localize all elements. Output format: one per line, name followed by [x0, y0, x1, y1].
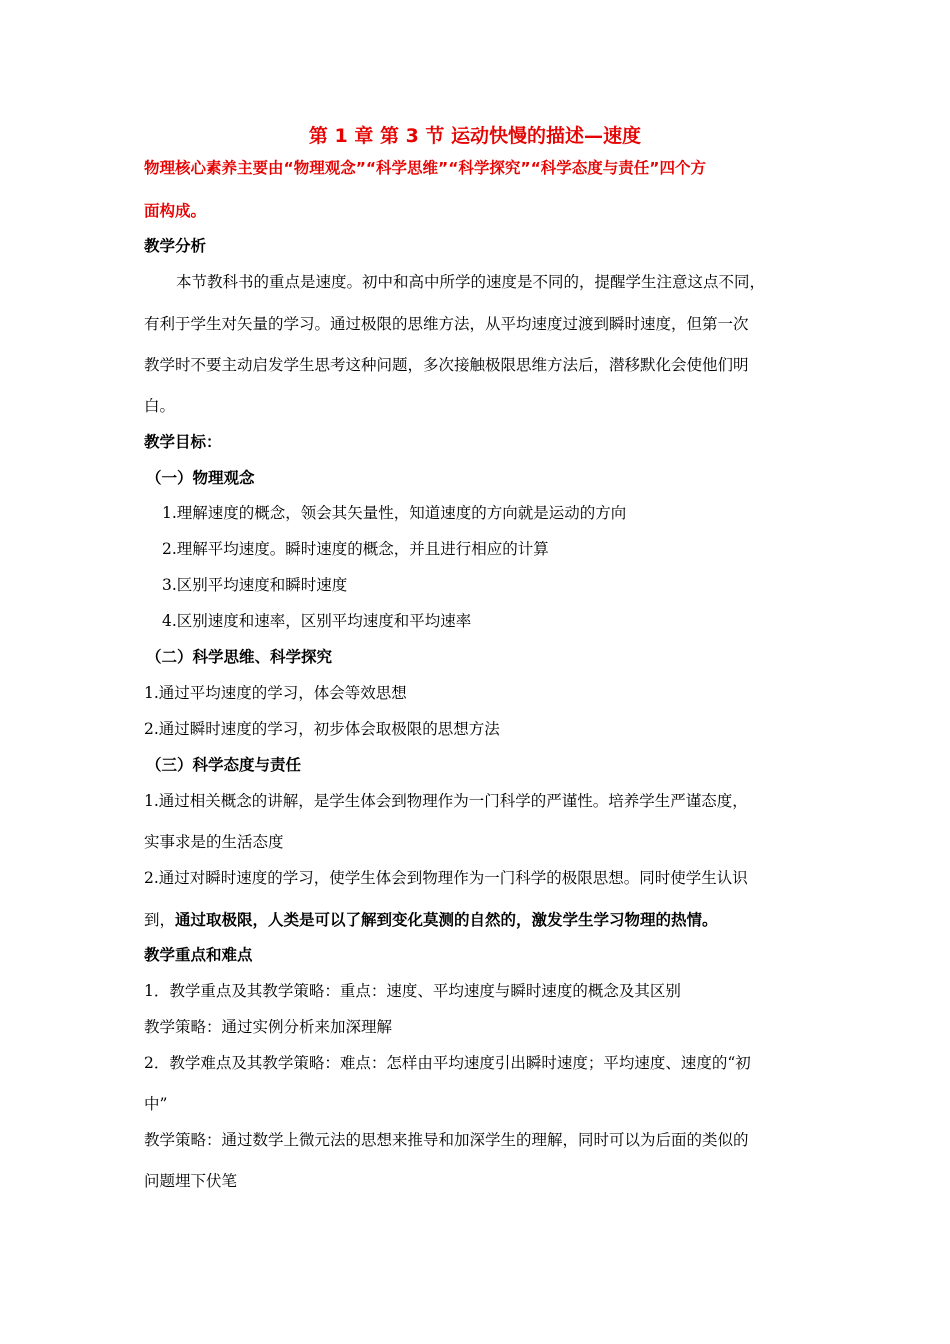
subheading-attitude-responsibility: （三）科学态度与责任 [146, 756, 302, 774]
subheading-physics-concepts: （一）物理观念 [146, 469, 255, 487]
keypoint-2-line-1: 2．教学难点及其教学策略：难点：怎样由平均速度引出瞬时速度；平均速度、速度的“初 [144, 1054, 751, 1072]
goal-2-2: 2.通过瞬时速度的学习，初步体会取极限的思想方法 [144, 720, 500, 738]
subheading-scientific-thinking: （二）科学思维、科学探究 [146, 648, 333, 666]
analysis-line-2: 有利于学生对矢量的学习。通过极限的思维方法，从平均速度过渡到瞬时速度，但第一次 [144, 315, 749, 333]
intro-line-1: 物理核心素养主要由“物理观念”“科学思维”“科学探究”“科学态度与责任”四个方 [144, 159, 706, 177]
keypoint-2-line-2: 中” [144, 1095, 168, 1113]
goal-1-3: 3.区别平均速度和瞬时速度 [162, 576, 348, 594]
intro-line-2: 面构成。 [144, 202, 207, 220]
keypoint-2-strategy-line-2: 问题埋下伏笔 [144, 1172, 238, 1190]
goal-1-4: 4.区别速度和速率，区别平均速度和平均速率 [162, 612, 472, 630]
goal-3-2-bold-text: 通过取极限，人类是可以了解到变化莫测的自然的，激发学生学习物理的热情。 [175, 911, 718, 929]
page-title: 第 1 章 第 3 节 运动快慢的描述—速度 [308, 125, 642, 147]
goal-3-2-plain-text: 到， [144, 911, 176, 929]
keypoint-2-strategy-line-1: 教学策略：通过数学上微元法的思想来推导和加深学生的理解，同时可以为后面的类似的 [144, 1131, 749, 1149]
goal-3-2-line-2 [144, 910, 718, 930]
goal-1-2: 2.理解平均速度。瞬时速度的概念，并且进行相应的计算 [162, 540, 549, 558]
keypoint-1-strategy: 教学策略：通过实例分析来加深理解 [144, 1018, 393, 1036]
goal-3-1-line-2: 实事求是的生活态度 [144, 833, 284, 851]
analysis-line-3: 教学时不要主动启发学生思考这种问题，多次接触极限思维方法后，潜移默化会使他们明 [144, 356, 749, 374]
section-heading-goals: 教学目标： [144, 433, 222, 451]
section-heading-keypoints: 教学重点和难点 [144, 946, 253, 964]
goal-2-1: 1.通过平均速度的学习，体会等效思想 [144, 684, 407, 702]
analysis-line-4: 白。 [144, 397, 176, 415]
goal-1-1: 1.理解速度的概念，领会其矢量性，知道速度的方向就是运动的方向 [162, 504, 627, 522]
section-heading-analysis: 教学分析 [144, 237, 207, 255]
goal-3-2-line-1: 2.通过对瞬时速度的学习，使学生体会到物理作为一门科学的极限思想。同时使学生认识 [144, 869, 748, 887]
keypoint-1: 1．教学重点及其教学策略：重点：速度、平均速度与瞬时速度的概念及其区别 [144, 982, 681, 1000]
analysis-line-1: 本节教科书的重点是速度。初中和高中所学的速度是不同的，提醒学生注意这点不同， [176, 273, 766, 291]
goal-3-1-line-1: 1.通过相关概念的讲解，是学生体会到物理作为一门科学的严谨性。培养学生严谨态度， [144, 792, 748, 810]
